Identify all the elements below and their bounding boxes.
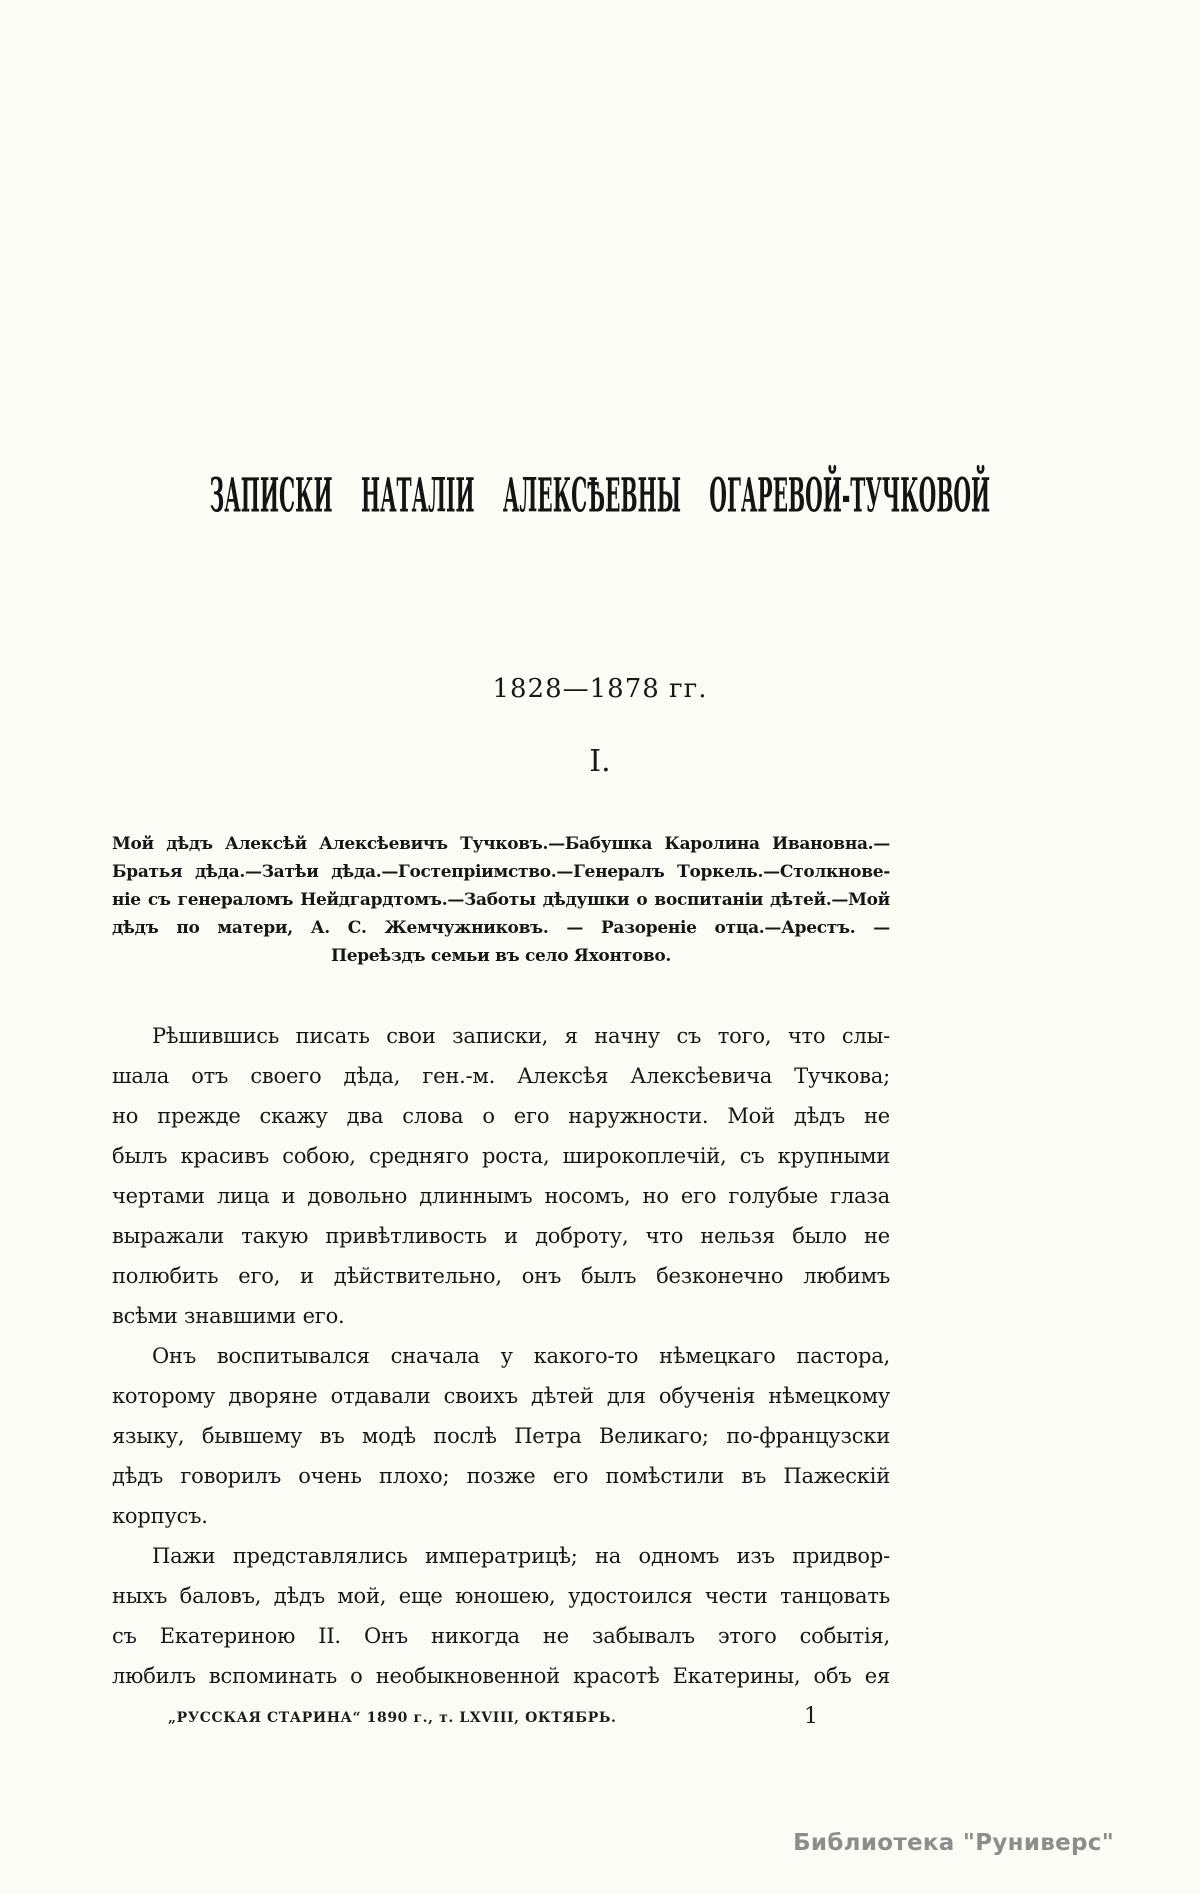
page-number: 1: [804, 1704, 818, 1729]
page-footer: [112, 1704, 890, 1734]
text-line: корпусъ.: [112, 1504, 208, 1528]
text-line: Онъ воспитывался сначала у какого-то нѣмецкаго пастора,: [152, 1344, 890, 1368]
page-title: [0, 468, 1200, 522]
date-range: 1828—1878 гг.: [492, 674, 708, 704]
text-line: дѣдъ говорилъ очень плохо; позже его помѣстили въ Пажескій: [112, 1464, 890, 1488]
text-line: съ Екатериною II. Онъ никогда не забывалъ этого событія,: [112, 1624, 890, 1648]
text-line: которому дворяне отдавали своихъ дѣтей для обученія нѣмецкому: [112, 1384, 890, 1408]
chapter-summary: [112, 830, 890, 970]
body-text: [112, 1016, 890, 1696]
text-line: чертами лица и довольно длиннымъ носомъ, но его голубые глаза: [112, 1184, 890, 1208]
text-line: любилъ вспоминать о необыкновенной красотѣ Екатерины, объ ея: [112, 1664, 890, 1688]
summary-line: Переѣздъ семьи въ село Яхонтово.: [330, 946, 672, 966]
library-watermark: Библиотека "Руниверс": [793, 1830, 1114, 1856]
text-line: Пажи представлялись императрицѣ; на одномъ изъ придвор-: [152, 1544, 890, 1568]
text-line: языку, бывшему въ модѣ послѣ Петра Великаго; по-французски: [112, 1424, 890, 1448]
summary-line: Братья дѣда.—Затѣи дѣда.—Гостепріимство.—Генералъ Торкель.—Столкнове-: [112, 862, 890, 882]
text-line: но прежде скажу два слова о его наружности. Мой дѣдъ не: [112, 1104, 890, 1128]
journal-reference: „РУССКАЯ СТАРИНА“ 1890 г., т. LXVIII, ОКТЯБРЬ.: [168, 1710, 617, 1726]
summary-line: Мой дѣдъ Алексѣй Алексѣевичъ Тучковъ.—Бабушка Каролина Ивановна.—: [112, 834, 890, 854]
page-title-text: ЗАПИСКИ НАТАЛІИ АЛЕКСѢЕВНЫ ОГАРЕВОЙ-ТУЧКОВОЙ: [209, 467, 991, 523]
summary-line: ніе съ генераломъ Нейдгардтомъ.—Заботы дѣдушки о воспитаніи дѣтей.—Мой: [112, 890, 890, 910]
text-line: полюбить его, и дѣйствительно, онъ былъ безконечно любимъ: [112, 1264, 890, 1288]
text-line: былъ красивъ собою, средняго роста, широкоплечій, съ крупными: [112, 1144, 890, 1168]
text-line: Рѣшившись писать свои записки, я начну съ того, что слы-: [152, 1024, 890, 1048]
chapter-number: I.: [589, 744, 611, 779]
summary-line: дѣдъ по матери, А. С. Жемчужниковъ. — Разореніе отца.—Арестъ. —: [112, 918, 890, 938]
text-line: выражали такую привѣтливость и доброту, что нельзя было не: [112, 1224, 890, 1248]
text-line: ныхъ баловъ, дѣдъ мой, еще юношею, удостоился чести танцовать: [112, 1584, 890, 1608]
text-line: всѣми знавшими его.: [112, 1304, 345, 1328]
text-line: шала отъ своего дѣда, ген.-м. Алексѣя Алексѣевича Тучкова;: [112, 1064, 890, 1088]
